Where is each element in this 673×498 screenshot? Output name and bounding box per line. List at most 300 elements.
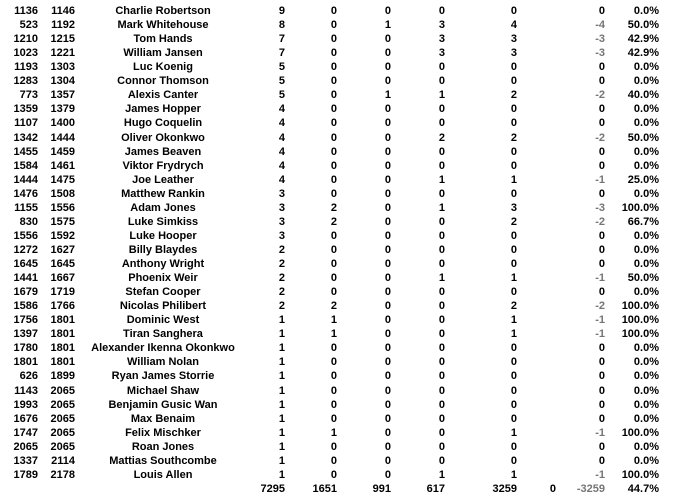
table-row bbox=[0, 327, 673, 341]
diff-cell: 0 bbox=[598, 286, 605, 299]
player-name-cell: Anthony Wright bbox=[121, 258, 205, 271]
stat-cell: 0 bbox=[510, 117, 517, 130]
rating-cell: 1455 bbox=[13, 145, 38, 158]
percent-cell: 0.0% bbox=[633, 145, 659, 158]
player-name-cell: Nicolas Philibert bbox=[119, 300, 207, 313]
player-name-cell: Viktor Frydrych bbox=[122, 159, 204, 172]
rating-cell: 1584 bbox=[13, 159, 38, 172]
player-name-cell: James Beaven bbox=[124, 145, 202, 158]
stat-cell bbox=[506, 384, 556, 398]
stat-cell: 0 bbox=[438, 117, 445, 130]
diff-cell: 0 bbox=[598, 356, 605, 369]
player-name-cell: Dominic West bbox=[126, 314, 200, 327]
table-row bbox=[0, 299, 673, 313]
diff-cell: -1 bbox=[595, 272, 605, 285]
stat-cell bbox=[506, 327, 556, 341]
stat-cell: 2 bbox=[438, 131, 445, 144]
diff-cell: -2 bbox=[595, 131, 605, 144]
stat-cell: 1 bbox=[438, 468, 445, 481]
table-row bbox=[0, 215, 673, 229]
table-row bbox=[0, 187, 673, 201]
percent-cell: 0.0% bbox=[633, 103, 659, 116]
stat-cell bbox=[506, 369, 556, 383]
stat-cell: 0 bbox=[510, 187, 517, 200]
stat-cell: 0 bbox=[438, 440, 445, 453]
rating-cell: 1155 bbox=[14, 201, 38, 214]
rating-cell: 1136 bbox=[14, 5, 38, 17]
stat-cell: 0 bbox=[384, 370, 391, 383]
rating-cell: 1993 bbox=[13, 398, 38, 411]
stat-cell: 0 bbox=[510, 75, 517, 88]
rating-cell: 1193 bbox=[14, 61, 38, 74]
table-row bbox=[0, 74, 673, 88]
stat-cell bbox=[506, 285, 556, 299]
stat-cell: 1 bbox=[278, 370, 285, 383]
percent-cell: 0.0% bbox=[633, 75, 659, 88]
table-row bbox=[0, 440, 673, 454]
stat-cell: 1 bbox=[330, 426, 337, 439]
rating-cell: 1337 bbox=[13, 454, 38, 467]
stat-cell bbox=[506, 102, 556, 116]
player-name-cell: Billy Blaydes bbox=[128, 243, 198, 256]
stat-cell: 0 bbox=[510, 356, 517, 369]
table-row bbox=[0, 341, 673, 355]
stat-cell: 0 bbox=[510, 61, 517, 74]
diff-cell: 0 bbox=[598, 61, 605, 74]
percent-cell: 0.0% bbox=[633, 412, 659, 425]
stat-cell: 4 bbox=[278, 117, 285, 130]
stat-cell: 5 bbox=[278, 89, 285, 102]
stat-cell: 0 bbox=[384, 328, 391, 341]
stat-cell: 0 bbox=[510, 454, 517, 467]
stat-cell: 0 bbox=[384, 117, 391, 130]
stat-cell: 1 bbox=[510, 272, 517, 285]
stat-cell: 5 bbox=[278, 61, 285, 74]
stat-cell: 9 bbox=[278, 5, 285, 17]
stat-cell: 3 bbox=[278, 215, 285, 228]
diff-cell: -1 bbox=[595, 314, 605, 327]
score-cell: 1379 bbox=[50, 103, 75, 116]
score-cell: 1461 bbox=[50, 159, 75, 172]
stat-cell: 0 bbox=[438, 398, 445, 411]
stat-cell: 1 bbox=[384, 89, 391, 102]
stat-cell: 0 bbox=[438, 286, 445, 299]
score-cell: 1801 bbox=[50, 328, 75, 341]
score-cell: 1801 bbox=[50, 356, 75, 369]
diff-cell: -1 bbox=[595, 426, 605, 439]
rating-cell: 1342 bbox=[13, 131, 38, 144]
table-row bbox=[0, 355, 673, 369]
stat-cell: 0 bbox=[330, 440, 337, 453]
rating-cell: 1756 bbox=[13, 314, 38, 327]
score-cell: 2065 bbox=[50, 426, 75, 439]
total-rating-cell bbox=[0, 482, 38, 496]
stat-cell: 0 bbox=[330, 19, 337, 32]
total-row bbox=[0, 482, 673, 496]
percent-cell: 100.0% bbox=[621, 328, 659, 341]
stat-cell: 0 bbox=[510, 286, 517, 299]
stat-cell: 0 bbox=[438, 61, 445, 74]
score-cell: 1766 bbox=[50, 300, 75, 313]
stat-cell: 1 bbox=[510, 314, 517, 327]
stat-cell: 0 bbox=[384, 314, 391, 327]
stat-cell bbox=[506, 398, 556, 412]
stat-cell: 0 bbox=[330, 272, 337, 285]
stat-cell: 4 bbox=[278, 103, 285, 116]
player-name-cell: Michael Shaw bbox=[126, 384, 200, 397]
stat-cell bbox=[506, 454, 556, 468]
diff-cell: 0 bbox=[598, 229, 605, 242]
score-cell: 1304 bbox=[50, 75, 75, 88]
rating-cell: 1556 bbox=[13, 229, 38, 242]
rating-cell: 1476 bbox=[13, 187, 38, 200]
percent-cell: 50.0% bbox=[627, 19, 659, 32]
player-name-cell: Felix Mischker bbox=[125, 426, 201, 439]
table-row bbox=[0, 4, 673, 18]
stat-cell: 0 bbox=[510, 370, 517, 383]
stat-cell: 0 bbox=[510, 384, 517, 397]
stat-cell bbox=[506, 116, 556, 130]
stat-cell: 3 bbox=[438, 33, 445, 46]
player-name-cell: Ryan James Storrie bbox=[111, 370, 215, 383]
stat-cell: 0 bbox=[384, 47, 391, 60]
percent-cell: 0.0% bbox=[633, 5, 659, 17]
stat-cell: 0 bbox=[384, 103, 391, 116]
diff-cell: 0 bbox=[598, 398, 605, 411]
total-stat-cell: 991 bbox=[372, 482, 391, 495]
stat-cell bbox=[506, 145, 556, 159]
diff-cell: -1 bbox=[595, 328, 605, 341]
stat-cell bbox=[506, 187, 556, 201]
stat-cell: 0 bbox=[330, 187, 337, 200]
stat-cell bbox=[506, 229, 556, 243]
percent-cell: 25.0% bbox=[627, 173, 659, 186]
stat-cell: 0 bbox=[330, 342, 337, 355]
stat-cell: 0 bbox=[510, 440, 517, 453]
diff-cell: -2 bbox=[595, 89, 605, 102]
stat-cell: 2 bbox=[330, 300, 337, 313]
table-row bbox=[0, 285, 673, 299]
stat-cell: 5 bbox=[278, 75, 285, 88]
stat-cell bbox=[506, 32, 556, 46]
stat-cell: 0 bbox=[438, 412, 445, 425]
table-row bbox=[0, 46, 673, 60]
stat-cell: 1 bbox=[330, 328, 337, 341]
player-name-cell: Tiran Sanghera bbox=[123, 328, 203, 341]
diff-cell: -3 bbox=[595, 201, 605, 214]
stat-cell: 0 bbox=[330, 454, 337, 467]
stat-cell: 2 bbox=[278, 243, 285, 256]
stat-cell: 0 bbox=[510, 5, 517, 17]
player-name-cell: William Jansen bbox=[123, 47, 203, 60]
score-cell: 1215 bbox=[50, 33, 75, 46]
table-row bbox=[0, 88, 673, 102]
table-row bbox=[0, 145, 673, 159]
stat-cell: 0 bbox=[438, 258, 445, 271]
stat-cell: 0 bbox=[438, 300, 445, 313]
score-cell: 1592 bbox=[50, 229, 75, 242]
stat-cell: 0 bbox=[438, 215, 445, 228]
stat-cell: 0 bbox=[330, 47, 337, 60]
score-cell: 2065 bbox=[50, 384, 75, 397]
rating-cell: 1397 bbox=[13, 328, 38, 341]
stat-cell: 0 bbox=[510, 159, 517, 172]
rating-cell: 773 bbox=[19, 89, 38, 102]
player-name-cell: Luke Hooper bbox=[129, 229, 197, 242]
stat-cell: 0 bbox=[384, 131, 391, 144]
stat-cell: 0 bbox=[384, 201, 391, 214]
score-cell: 1146 bbox=[51, 5, 75, 17]
score-cell: 1801 bbox=[50, 342, 75, 355]
stat-cell: 0 bbox=[384, 356, 391, 369]
stat-cell: 7 bbox=[278, 33, 285, 46]
rating-cell: 1272 bbox=[13, 243, 38, 256]
percent-cell: 0.0% bbox=[633, 384, 659, 397]
table-row bbox=[0, 384, 673, 398]
stat-cell: 3 bbox=[278, 229, 285, 242]
rating-cell: 1586 bbox=[13, 300, 38, 313]
percent-cell: 42.9% bbox=[627, 33, 659, 46]
player-name-cell: Mattias Southcombe bbox=[109, 454, 217, 467]
player-name-cell: Mark Whitehouse bbox=[117, 19, 209, 32]
diff-cell: 0 bbox=[598, 370, 605, 383]
stat-cell: 0 bbox=[330, 412, 337, 425]
stat-cell bbox=[506, 74, 556, 88]
rating-cell: 1107 bbox=[14, 117, 38, 130]
diff-cell: -3 bbox=[595, 33, 605, 46]
percent-cell: 50.0% bbox=[627, 131, 659, 144]
total-stat-cell: 3259 bbox=[492, 482, 517, 495]
player-name-cell: Adam Jones bbox=[130, 201, 196, 214]
diff-cell: -1 bbox=[595, 468, 605, 481]
stat-cell: 0 bbox=[510, 342, 517, 355]
score-cell: 1459 bbox=[50, 145, 75, 158]
player-name-cell: Benjamin Gusic Wan bbox=[108, 398, 218, 411]
score-cell: 1645 bbox=[50, 258, 75, 271]
score-cell: 2065 bbox=[50, 440, 75, 453]
diff-cell: 0 bbox=[598, 103, 605, 116]
rating-cell: 830 bbox=[19, 215, 38, 228]
table-row bbox=[0, 243, 673, 257]
stat-cell: 3 bbox=[438, 19, 445, 32]
stat-cell bbox=[506, 60, 556, 74]
table-row bbox=[0, 426, 673, 440]
diff-cell: -4 bbox=[595, 19, 605, 32]
total-diff-cell: -3259 bbox=[576, 482, 605, 495]
stat-cell bbox=[506, 131, 556, 145]
score-cell: 1575 bbox=[50, 215, 75, 228]
percent-cell: 100.0% bbox=[621, 314, 659, 327]
table-row bbox=[0, 173, 673, 187]
stat-cell: 0 bbox=[330, 370, 337, 383]
stat-cell: 0 bbox=[384, 440, 391, 453]
stat-cell: 0 bbox=[384, 258, 391, 271]
diff-cell: 0 bbox=[598, 342, 605, 355]
stat-cell: 1 bbox=[278, 356, 285, 369]
stat-cell: 0 bbox=[384, 272, 391, 285]
diff-cell: 0 bbox=[598, 243, 605, 256]
player-name-cell: Max Benaim bbox=[130, 412, 196, 425]
percent-cell: 66.7% bbox=[627, 215, 659, 228]
percent-cell: 0.0% bbox=[633, 454, 659, 467]
percent-cell: 50.0% bbox=[627, 272, 659, 285]
stat-cell: 1 bbox=[278, 328, 285, 341]
player-name-cell: Roan Jones bbox=[131, 440, 195, 453]
stat-cell: 1 bbox=[510, 173, 517, 186]
score-cell: 2114 bbox=[51, 454, 75, 467]
player-name-cell: Matthew Rankin bbox=[121, 187, 205, 200]
percent-cell: 42.9% bbox=[627, 47, 659, 60]
percent-cell: 0.0% bbox=[633, 356, 659, 369]
rating-cell: 1645 bbox=[13, 258, 38, 271]
stat-cell bbox=[506, 271, 556, 285]
rating-cell: 1283 bbox=[13, 75, 38, 88]
stat-cell: 0 bbox=[384, 215, 391, 228]
stat-cell: 0 bbox=[384, 159, 391, 172]
stat-cell: 1 bbox=[510, 468, 517, 481]
stat-cell: 0 bbox=[330, 159, 337, 172]
percent-cell: 0.0% bbox=[633, 187, 659, 200]
stat-cell: 3 bbox=[278, 187, 285, 200]
percent-cell: 0.0% bbox=[633, 342, 659, 355]
table-row bbox=[0, 398, 673, 412]
stat-cell bbox=[506, 173, 556, 187]
stat-cell: 2 bbox=[330, 215, 337, 228]
table-row bbox=[0, 313, 673, 327]
percent-cell: 100.0% bbox=[621, 468, 659, 481]
stat-cell bbox=[506, 46, 556, 60]
table-row bbox=[0, 116, 673, 130]
table-row bbox=[0, 412, 673, 426]
rating-cell: 1679 bbox=[13, 286, 38, 299]
stat-cell: 0 bbox=[438, 159, 445, 172]
score-cell: 1475 bbox=[50, 173, 75, 186]
rating-cell: 1676 bbox=[13, 412, 38, 425]
rating-cell: 1780 bbox=[13, 342, 38, 355]
stat-cell bbox=[506, 426, 556, 440]
stat-cell: 3 bbox=[510, 47, 517, 60]
player-name-cell: Phoenix Weir bbox=[128, 272, 198, 285]
stat-cell: 0 bbox=[510, 103, 517, 116]
percent-cell: 100.0% bbox=[621, 426, 659, 439]
score-cell: 1508 bbox=[50, 187, 75, 200]
stat-cell: 0 bbox=[384, 243, 391, 256]
diff-cell: 0 bbox=[598, 5, 605, 17]
stat-cell: 0 bbox=[330, 229, 337, 242]
diff-cell: 0 bbox=[598, 187, 605, 200]
table-row bbox=[0, 369, 673, 383]
stat-cell bbox=[506, 215, 556, 229]
stat-cell: 0 bbox=[438, 454, 445, 467]
stat-cell: 0 bbox=[384, 173, 391, 186]
stat-cell bbox=[506, 440, 556, 454]
score-cell: 1192 bbox=[51, 19, 75, 32]
stat-cell: 0 bbox=[330, 131, 337, 144]
rating-cell: 1143 bbox=[14, 384, 38, 397]
stat-cell: 3 bbox=[278, 201, 285, 214]
stat-cell: 1 bbox=[278, 314, 285, 327]
player-name-cell: Oliver Okonkwo bbox=[121, 131, 205, 144]
stat-cell: 0 bbox=[438, 314, 445, 327]
score-cell: 1627 bbox=[50, 243, 75, 256]
stat-cell: 0 bbox=[510, 243, 517, 256]
percent-cell: 0.0% bbox=[633, 229, 659, 242]
stat-cell: 1 bbox=[510, 328, 517, 341]
score-cell: 1556 bbox=[50, 201, 75, 214]
stat-cell: 1 bbox=[438, 272, 445, 285]
percent-cell: 0.0% bbox=[633, 370, 659, 383]
stat-cell: 0 bbox=[438, 328, 445, 341]
score-cell: 1357 bbox=[50, 89, 75, 102]
score-cell: 1899 bbox=[50, 370, 75, 383]
diff-cell: 0 bbox=[598, 117, 605, 130]
diff-cell: -3 bbox=[595, 47, 605, 60]
rating-cell: 1359 bbox=[13, 103, 38, 116]
stat-cell: 0 bbox=[330, 398, 337, 411]
player-name-cell: Alexis Canter bbox=[127, 89, 199, 102]
stat-cell: 1 bbox=[278, 426, 285, 439]
stat-cell: 0 bbox=[384, 145, 391, 158]
stat-cell: 7 bbox=[278, 47, 285, 60]
stat-cell: 4 bbox=[278, 131, 285, 144]
diff-cell: 0 bbox=[598, 412, 605, 425]
stat-cell: 1 bbox=[278, 454, 285, 467]
stat-cell: 1 bbox=[438, 173, 445, 186]
stat-cell: 0 bbox=[438, 75, 445, 88]
stat-cell: 0 bbox=[438, 229, 445, 242]
percent-cell: 0.0% bbox=[633, 117, 659, 130]
percent-cell: 0.0% bbox=[633, 440, 659, 453]
score-cell: 2065 bbox=[50, 412, 75, 425]
stat-cell: 0 bbox=[330, 173, 337, 186]
stat-cell: 2 bbox=[510, 131, 517, 144]
diff-cell: 0 bbox=[598, 440, 605, 453]
percent-cell: 40.0% bbox=[627, 89, 659, 102]
stat-cell: 2 bbox=[278, 258, 285, 271]
stat-cell: 2 bbox=[278, 300, 285, 313]
score-cell: 1303 bbox=[50, 61, 75, 74]
stat-cell: 0 bbox=[330, 103, 337, 116]
player-name-cell: Louis Allen bbox=[133, 468, 193, 481]
percent-cell: 0.0% bbox=[633, 243, 659, 256]
rating-cell: 1801 bbox=[13, 356, 38, 369]
diff-cell: 0 bbox=[598, 159, 605, 172]
player-name-cell: Stefan Cooper bbox=[125, 286, 201, 299]
stat-cell: 0 bbox=[330, 75, 337, 88]
stat-cell bbox=[506, 159, 556, 173]
player-name-cell: Hugo Coquelin bbox=[123, 117, 203, 130]
percent-cell: 0.0% bbox=[633, 159, 659, 172]
total-stat-cell: 7295 bbox=[260, 482, 285, 495]
stat-cell: 0 bbox=[438, 342, 445, 355]
stat-cell: 1 bbox=[278, 468, 285, 481]
percent-cell: 0.0% bbox=[633, 61, 659, 74]
table-row bbox=[0, 271, 673, 285]
stat-cell: 2 bbox=[330, 201, 337, 214]
stat-cell bbox=[506, 412, 556, 426]
player-name-cell: Alexander Ikenna Okonkwo bbox=[91, 342, 235, 355]
total-percent-cell: 44.7% bbox=[627, 482, 659, 495]
stat-cell: 1 bbox=[278, 398, 285, 411]
diff-cell: -2 bbox=[595, 215, 605, 228]
stat-cell: 0 bbox=[438, 187, 445, 200]
stat-cell: 0 bbox=[384, 468, 391, 481]
player-name-cell: Connor Thomson bbox=[117, 75, 209, 88]
table-row bbox=[0, 468, 673, 482]
stat-cell: 0 bbox=[384, 229, 391, 242]
stat-cell: 0 bbox=[438, 243, 445, 256]
stat-cell bbox=[506, 468, 556, 482]
